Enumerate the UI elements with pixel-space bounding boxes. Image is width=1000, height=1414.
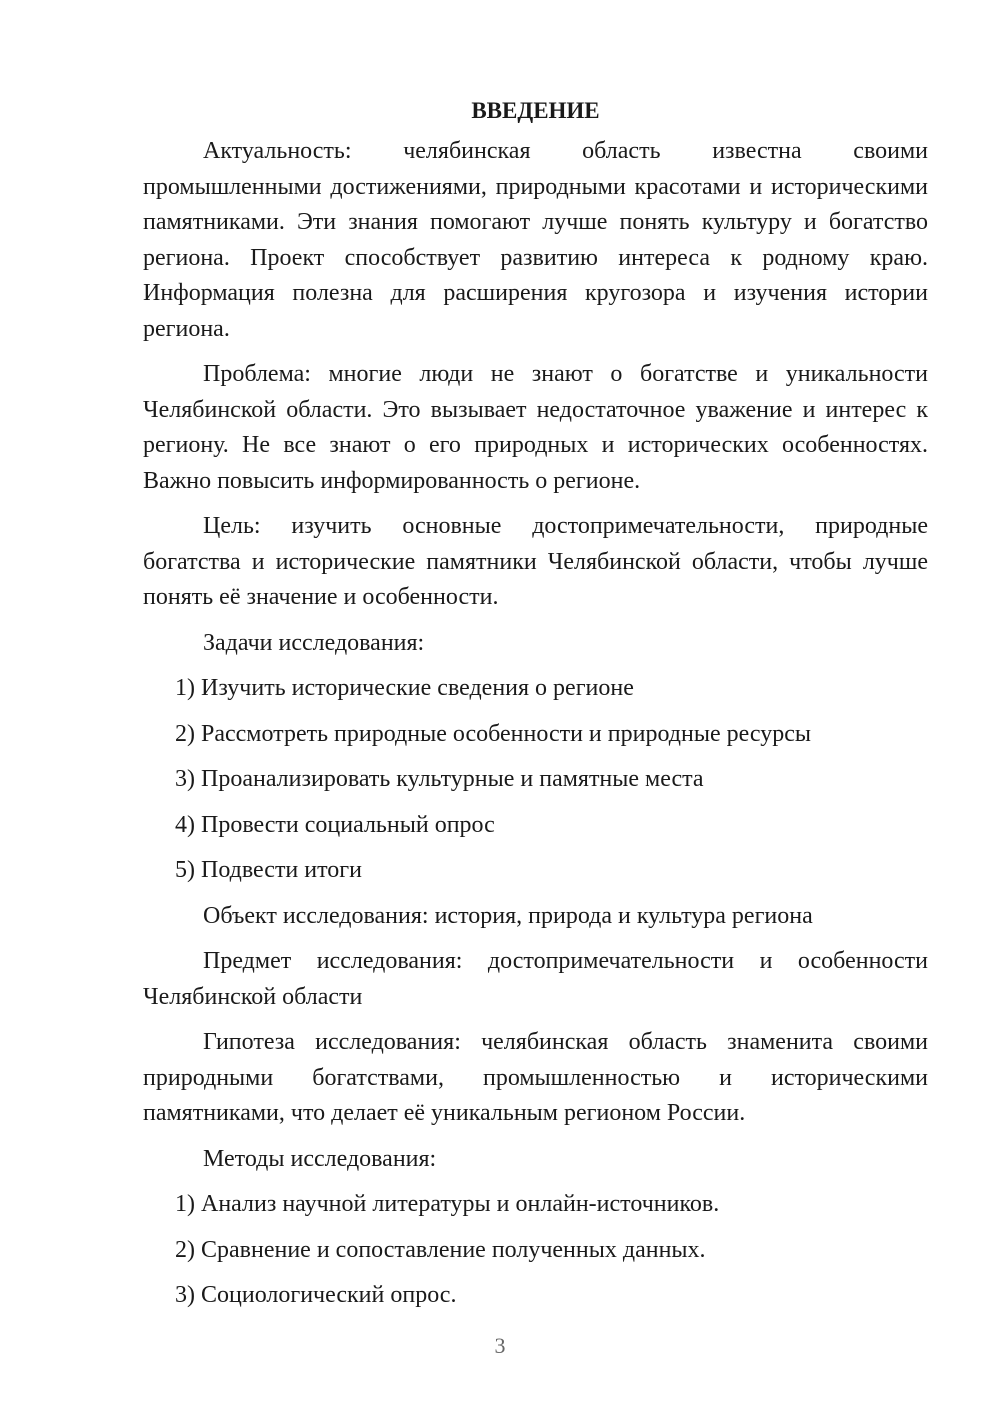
list-item: 1) Анализ научной литературы и онлайн-источников.	[175, 1191, 720, 1217]
page-number: 3	[494, 1333, 506, 1358]
list-item: 3) Проанализировать культурные и памятные места	[175, 766, 704, 792]
list-item: 4) Провести социальный опрос	[175, 811, 495, 838]
relevance-paragraph: Актуальность: челябинская область известна своими промышленными достижениями, природными красотами и историческими памятниками. Эти знания помогают лучше понять культуру и богатство региона. Проект способствует развитию интереса к родному краю. Информация полезна для расширения кругозора и изучения истории региона.	[143, 138, 928, 342]
tasks-list	[143, 671, 928, 889]
list-item: 5) Подвести итоги	[175, 857, 362, 883]
methods-list	[143, 1187, 928, 1314]
subject-paragraph: Предмет исследования: достопримечательности и особенности Челябинской области	[143, 948, 928, 1010]
list-item: 2) Рассмотреть природные особенности и природные ресурсы	[175, 720, 811, 747]
problem-paragraph: Проблема: многие люди не знают о богатстве и уникальности Челябинской области. Это вызывает недостаточное уважение и интерес к региону. Не все знают о его природных и исторических особенностях. Важно повысить информированность о регионе.	[143, 361, 928, 494]
tasks-heading: Задачи исследования:	[203, 629, 425, 656]
list-item: 3) Социологический опрос.	[175, 1282, 457, 1308]
methods-heading: Методы исследования:	[203, 1145, 437, 1172]
document-body	[143, 93, 928, 1324]
list-item: 2) Сравнение и сопоставление полученных данных.	[175, 1236, 706, 1263]
goal-paragraph: Цель: изучить основные достопримечательности, природные богатства и исторические памятники Челябинской области, чтобы лучше понять её значение и особенности.	[143, 513, 928, 610]
page-title: ВВЕДЕНИЕ	[471, 98, 600, 123]
object-paragraph: Объект исследования: история, природа и культура региона	[203, 902, 813, 929]
list-item: 1) Изучить исторические сведения о регионе	[175, 675, 634, 701]
hypothesis-paragraph: Гипотеза исследования: челябинская область знаменита своими природными богатствами, промышленностью и историческими памятниками, что делает её уникальным регионом России.	[143, 1029, 928, 1126]
